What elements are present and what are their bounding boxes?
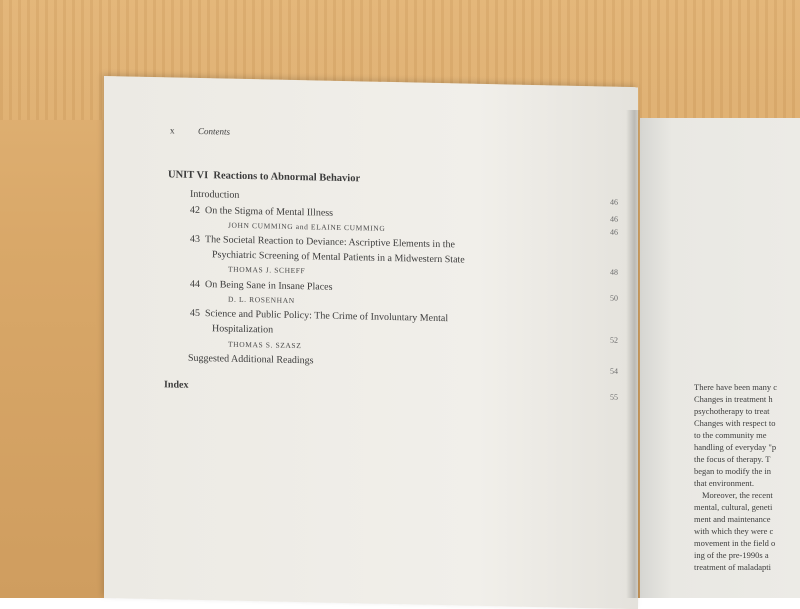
- toc-entry-43-line2: Psychiatric Screening of Mental Patients in a Midwestern State: [212, 249, 465, 266]
- toc-entry-44: 44 On Being Sane in Insane Places: [190, 278, 333, 293]
- right-page-line: Changes in treatment h: [694, 394, 773, 404]
- left-page: [104, 76, 638, 609]
- right-page-line: began to modify the in: [694, 466, 771, 476]
- toc-page-number: 48: [610, 267, 618, 277]
- toc-author: JOHN CUMMING and ELAINE CUMMING: [228, 220, 386, 233]
- right-page-line: to the community me: [694, 430, 767, 440]
- toc-page-number: 50: [610, 293, 618, 303]
- toc-page-number: 46: [610, 197, 618, 207]
- right-page-line: that environment.: [694, 478, 754, 488]
- toc-index: Index: [164, 379, 189, 391]
- page-number: x: [170, 125, 175, 136]
- toc-author: D. L. ROSENHAN: [228, 294, 295, 305]
- right-page-line: with which they were c: [694, 526, 774, 536]
- toc-page-number: 46: [610, 214, 618, 224]
- toc-entry-43: 43 The Societal Reaction to Deviance: Ascriptive Elements in the: [190, 233, 455, 251]
- toc-page-number: 46: [610, 227, 618, 237]
- toc-introduction: Introduction: [190, 188, 240, 201]
- right-page-line: ment and maintenance: [694, 514, 771, 524]
- toc-page-number: 54: [610, 366, 618, 376]
- unit-heading: UNIT VI Reactions to Abnormal Behavior: [168, 169, 361, 185]
- right-page-line: Moreover, the recent: [702, 490, 773, 500]
- right-page-line: psychotherapy to treat: [694, 406, 770, 416]
- right-page-line: handling of everyday "p: [694, 442, 777, 452]
- toc-author: THOMAS J. SCHEFF: [228, 264, 306, 276]
- toc-page-number: 55: [610, 392, 618, 402]
- toc-entry-45: 45 Science and Public Policy: The Crime of Involuntary Mental: [190, 307, 449, 325]
- toc-suggested-readings: Suggested Additional Readings: [188, 352, 314, 367]
- right-page-line: mental, cultural, geneti: [694, 502, 773, 512]
- right-page-line: movement in the field o: [694, 538, 776, 548]
- toc-entry-42: 42 On the Stigma of Mental Illness: [190, 204, 334, 219]
- toc-page-number: 52: [610, 335, 618, 345]
- right-page-line: the focus of therapy. T: [694, 454, 771, 464]
- book-gutter-shadow: [626, 110, 640, 598]
- toc-entry-45-line2: Hospitalization: [212, 323, 274, 336]
- running-title: Contents: [198, 125, 231, 137]
- right-page-line: Changes with respect to: [694, 418, 776, 428]
- right-page-line: ing of the pre-1990s a: [694, 550, 769, 560]
- right-page-line: There have been many c: [694, 382, 778, 392]
- right-page: [640, 118, 800, 598]
- right-page-line: treatment of maladapti: [694, 562, 771, 572]
- toc-author: THOMAS S. SZASZ: [228, 339, 302, 351]
